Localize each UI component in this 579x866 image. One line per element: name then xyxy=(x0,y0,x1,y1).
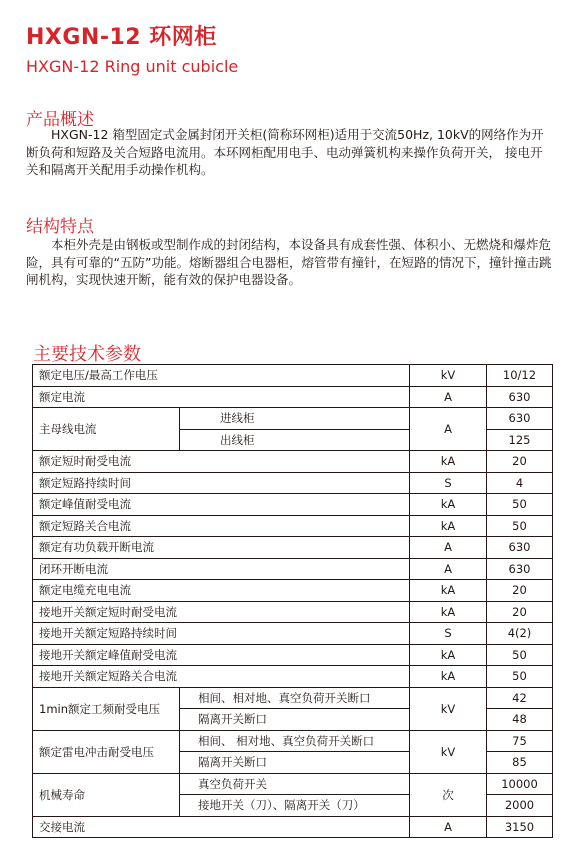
param-cell: 交接电流 xyxy=(33,816,410,838)
specs-heading: 主要技术参数 xyxy=(33,344,141,365)
table-row xyxy=(33,451,553,473)
unit-cell: S xyxy=(410,472,487,494)
unit-cell: kV xyxy=(410,687,487,730)
unit-cell: kA xyxy=(410,601,487,623)
table-row xyxy=(33,644,553,666)
param-cell: 额定有功负载开断电流 xyxy=(33,537,410,559)
param-cell: 闭环开断电流 xyxy=(33,558,410,580)
features-text: 本柜外壳是由钢板或型制作成的封闭结构，本设备具有成套性强、体积小、无燃烧和爆炸危险，具有可靠的“五防”功能。熔断器组合电器柜，熔管带有撞针，在短路的情况下，撞针撞击跳闸机构，实现快速开断，能有效的保护电器设备。 xyxy=(26,237,552,287)
unit-cell: kA xyxy=(410,515,487,537)
value-cell: 50 xyxy=(487,666,553,688)
value-cell: 48 xyxy=(487,709,553,731)
value-cell: 85 xyxy=(487,752,553,774)
sub-param-cell: 隔离开关断口 xyxy=(180,709,410,731)
unit-cell: kA xyxy=(410,666,487,688)
value-cell: 20 xyxy=(487,580,553,602)
unit-cell: kA xyxy=(410,644,487,666)
table-row xyxy=(33,816,553,838)
table-row xyxy=(33,773,553,795)
param-cell: 额定短路关合电流 xyxy=(33,515,410,537)
param-cell: 接地开关额定峰值耐受电流 xyxy=(33,644,410,666)
table-row xyxy=(33,623,553,645)
unit-cell: A xyxy=(410,408,487,451)
value-cell: 2000 xyxy=(487,795,553,817)
sub-param-cell: 隔离开关断口 xyxy=(180,752,410,774)
table-row xyxy=(33,472,553,494)
value-cell: 4 xyxy=(487,472,553,494)
value-cell: 3150 xyxy=(487,816,553,838)
overview-text: HXGN-12 箱型固定式金属封闭开关柜(简称环网柜)适用于交流50Hz, 10kV的网络作为开断负荷和短路及关合短路电流用。本环网柜配用电手、电动弹簧机构来操作负荷开关， 接电开关和隔离开关配用手动操作机构。 xyxy=(26,127,544,177)
param-cell: 额定电流 xyxy=(33,386,410,408)
unit-cell: A xyxy=(410,386,487,408)
param-cell: 机械寿命 xyxy=(33,773,180,816)
table-row xyxy=(33,730,553,752)
table-row xyxy=(33,365,553,387)
param-cell: 接地开关额定短路关合电流 xyxy=(33,666,410,688)
table-row xyxy=(33,494,553,516)
unit-cell: S xyxy=(410,623,487,645)
table-row xyxy=(33,386,553,408)
table-row xyxy=(33,537,553,559)
page-title: HXGN-12 环网柜 xyxy=(26,25,217,50)
table-row xyxy=(33,515,553,537)
sub-param-cell: 真空负荷开关 xyxy=(180,773,410,795)
sub-param-cell: 接地开关（刀）、隔离开关（刀） xyxy=(180,795,410,817)
param-cell: 接地开关额定短时耐受电流 xyxy=(33,601,410,623)
value-cell: 75 xyxy=(487,730,553,752)
table-row xyxy=(33,666,553,688)
value-cell: 4(2) xyxy=(487,623,553,645)
value-cell: 50 xyxy=(487,644,553,666)
param-cell: 额定短时耐受电流 xyxy=(33,451,410,473)
table-row xyxy=(33,558,553,580)
specs-table xyxy=(32,364,553,838)
value-cell: 630 xyxy=(487,537,553,559)
param-cell: 额定短路持续时间 xyxy=(33,472,410,494)
sub-param-cell: 进线柜 xyxy=(180,408,410,430)
unit-cell: A xyxy=(410,816,487,838)
unit-cell: kA xyxy=(410,451,487,473)
value-cell: 50 xyxy=(487,515,553,537)
table-row xyxy=(33,580,553,602)
sub-param-cell: 出线柜 xyxy=(180,429,410,451)
value-cell: 20 xyxy=(487,451,553,473)
sub-param-cell: 相间、相对地、真空负荷开关断口 xyxy=(180,687,410,709)
value-cell: 42 xyxy=(487,687,553,709)
value-cell: 10000 xyxy=(487,773,553,795)
param-cell: 额定峰值耐受电流 xyxy=(33,494,410,516)
value-cell: 125 xyxy=(487,429,553,451)
table-row xyxy=(33,601,553,623)
value-cell: 20 xyxy=(487,601,553,623)
value-cell: 630 xyxy=(487,558,553,580)
value-cell: 630 xyxy=(487,386,553,408)
value-cell: 50 xyxy=(487,494,553,516)
param-cell: 额定电缆充电电流 xyxy=(33,580,410,602)
table-row xyxy=(33,408,553,430)
overview-heading: 产品概述 xyxy=(26,110,94,130)
unit-cell: kV xyxy=(410,365,487,387)
value-cell: 10/12 xyxy=(487,365,553,387)
unit-cell: 次 xyxy=(410,773,487,816)
param-cell: 主母线电流 xyxy=(33,408,180,451)
page-subtitle: HXGN-12 Ring unit cubicle xyxy=(26,57,239,76)
sub-param-cell: 相间、 相对地、真空负荷开关断口 xyxy=(180,730,410,752)
param-cell: 接地开关额定短路持续时间 xyxy=(33,623,410,645)
value-cell: 630 xyxy=(487,408,553,430)
param-cell: 1min额定工频耐受电压 xyxy=(33,687,180,730)
table-row xyxy=(33,687,553,709)
features-heading: 结构特点 xyxy=(26,217,94,237)
param-cell: 额定雷电冲击耐受电压 xyxy=(33,730,180,773)
unit-cell: kA xyxy=(410,580,487,602)
unit-cell: kA xyxy=(410,494,487,516)
unit-cell: A xyxy=(410,537,487,559)
param-cell: 额定电压/最高工作电压 xyxy=(33,365,410,387)
unit-cell: kV xyxy=(410,730,487,773)
unit-cell: A xyxy=(410,558,487,580)
